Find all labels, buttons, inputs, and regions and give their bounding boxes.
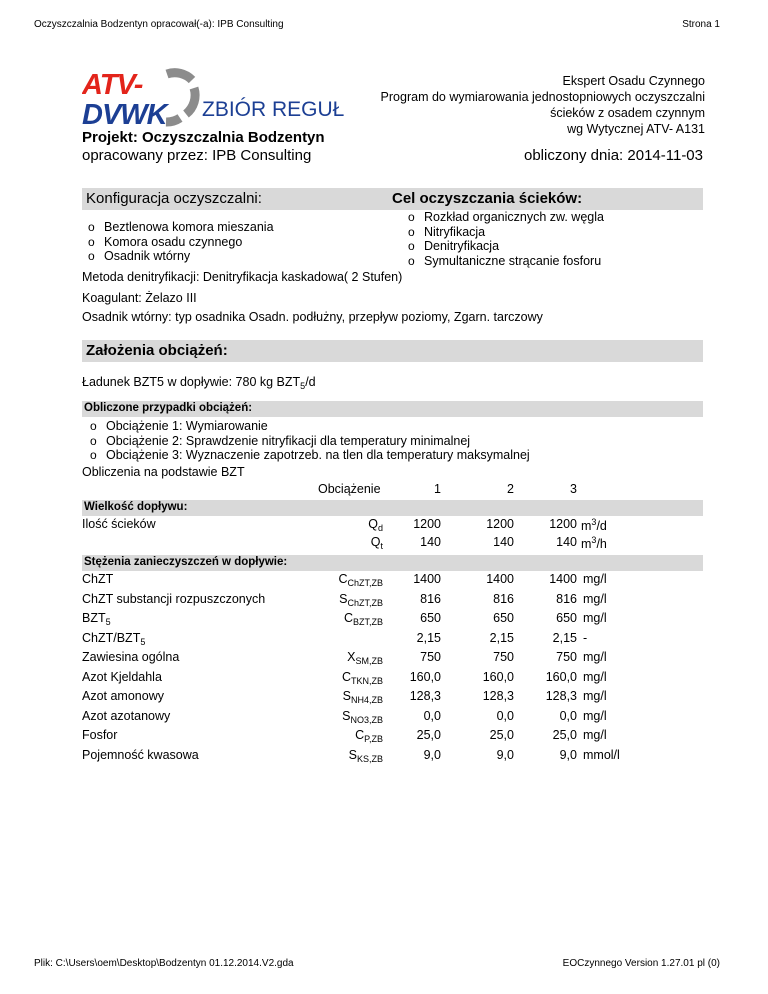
value-load-2: 650	[493, 611, 514, 625]
value-load-1: 2,15	[416, 630, 441, 645]
bzt-load: Ładunek BZT5 w dopływie: 780 kg $BZT_5/d$	[82, 375, 316, 391]
value-load-3: 650	[556, 611, 577, 625]
row-label: Fosfor	[82, 728, 118, 742]
row-label: Azot Kjeldahla	[82, 669, 162, 684]
program-description	[381, 73, 705, 137]
unit: mg/l	[583, 611, 607, 625]
value-load-2: 0,0	[496, 708, 514, 723]
unit: $m^3/h$	[581, 535, 607, 551]
value-load-2: 1200	[486, 517, 514, 531]
unit: mg/l	[583, 669, 607, 684]
symbol: $C_{TKN,ZB}$	[341, 669, 383, 686]
config-item: o Osadnik wtórny	[88, 249, 191, 263]
unit: mg/l	[583, 708, 607, 723]
value-load-3: 0,0	[559, 708, 577, 723]
value-load-1: 750	[420, 650, 441, 664]
config-list	[88, 220, 274, 264]
symbol: $S_{KS,ZB}$	[348, 747, 383, 764]
value-load-3: 750	[556, 650, 577, 664]
value-load-1: 816	[420, 591, 441, 606]
value-load-2: 816	[493, 591, 514, 606]
col-header-3: 3	[570, 482, 577, 496]
project-date: obliczony dnia: 2014-11-03	[523, 147, 703, 164]
goal-item: o Rozkład organicznych zw. węgla	[408, 210, 604, 224]
col-header-2: 2	[507, 482, 514, 496]
symbol: $C_{BZT,ZB}$	[343, 611, 383, 627]
value-load-2: 160,0	[482, 669, 514, 684]
row-label: Zawiesina ogólna	[82, 650, 180, 664]
symbol: $X_{SM,ZB}$	[347, 650, 383, 666]
value-load-1: 650	[420, 611, 441, 625]
config-item: o Beztlenowa komora mieszania	[88, 220, 274, 234]
header-right: Strona 1	[682, 19, 720, 30]
value-load-2: 140	[493, 535, 514, 549]
row-label: ChZT	[82, 572, 114, 586]
program-line-2: Program do wymiarowania jednostopniowych oczyszczalni	[380, 90, 705, 104]
value-load-3: 2,15	[552, 630, 577, 645]
value-load-2: 1400	[486, 572, 514, 586]
unit: mg/l	[583, 572, 607, 586]
header-left: Oczyszczalnia Bodzentyn opracował(-a): IPB Consulting	[34, 19, 284, 30]
value-load-3: 9,0	[559, 747, 577, 762]
value-load-2: 128,3	[482, 689, 514, 703]
value-load-1: 0,0	[423, 708, 441, 723]
value-load-1: 1200	[413, 517, 441, 531]
program-line-3: ścieków z osadem czynnym	[550, 106, 705, 120]
value-load-3: 1400	[549, 572, 577, 586]
symbol: $Q_t$	[370, 535, 383, 551]
value-load-1: 160,0	[409, 669, 441, 684]
symbol: $C_{P,ZB}$	[355, 728, 383, 744]
footer-version: EOCzynnego Version 1.27.01 pl (0)	[562, 958, 720, 969]
value-load-3: 128,3	[545, 689, 577, 703]
row-label: Azot azotanowy	[82, 708, 171, 723]
row-label: ChZT substancji rozpuszczonych	[82, 591, 266, 606]
value-load-3: 816	[556, 591, 577, 606]
value-load-3: 140	[556, 535, 577, 549]
svg-text:ATV-: ATV-	[82, 69, 143, 101]
value-load-2: 9,0	[496, 747, 514, 762]
program-line-1: Ekspert Osadu Czynnego	[562, 74, 705, 88]
logo-text: ZBIÓR REGUŁ	[202, 98, 345, 121]
value-load-2: 25,0	[489, 728, 514, 742]
program-line-4: wg Wytycznej ATV- A131	[567, 122, 705, 136]
symbol: $S_{NO3,ZB}$	[342, 708, 383, 725]
value-load-1: 140	[420, 535, 441, 549]
cases-list	[90, 419, 530, 463]
case-item: o Obciążenie 1: Wymiarowanie	[90, 419, 268, 433]
unit: -	[583, 630, 588, 645]
calc-basis: Obliczenia na podstawie BZT	[82, 465, 245, 479]
row-label: ChZT/$BZT_5$	[82, 630, 146, 647]
load-label: Obciążenie	[318, 482, 381, 496]
goal-heading: Cel oczyszczania ścieków:	[392, 190, 583, 207]
config-heading: Konfiguracja oczyszczalni:	[86, 190, 262, 207]
denitrification-method: Metoda denitryfikacji: Denitryfikacja kaskadowa( 2 Stufen)	[82, 270, 403, 284]
coagulant: Koagulant: Żelazo III	[82, 291, 197, 305]
case-item: o Obciążenie 3: Wyznaczenie zapotrzeb. na tlen dla temperatury maksymalnej	[90, 448, 530, 462]
unit: mg/l	[583, 650, 607, 664]
goal-item: o Denitryfikacja	[408, 239, 500, 253]
unit: mg/l	[583, 689, 607, 703]
row-label: $BZT_5$	[82, 611, 111, 627]
unit: mmol/l	[583, 747, 620, 762]
value-load-2: 2,15	[489, 630, 514, 645]
symbol: $C_{ChZT,ZB}$	[338, 572, 383, 588]
project-author: opracowany przez: IPB Consulting	[82, 147, 312, 164]
row-label: Pojemność kwasowa	[82, 747, 199, 762]
unit: mg/l	[583, 591, 607, 606]
unit: $m^3/d$	[581, 517, 607, 533]
clarifier-type: Osadnik wtórny: typ osadnika Osadn. podłużny, przepływ poziomy, Zgarn. tarczowy	[82, 310, 543, 324]
unit: mg/l	[583, 728, 607, 742]
svg-text:DVWK: DVWK	[82, 99, 167, 130]
value-load-1: 128,3	[409, 689, 441, 703]
case-item: o Obciążenie 2: Sprawdzenie nitryfikacji dla temperatury minimalnej	[90, 433, 471, 448]
goal-list	[408, 210, 604, 268]
value-load-3: 1200	[549, 517, 577, 531]
value-load-1: 1400	[413, 572, 441, 586]
value-load-3: 160,0	[545, 669, 577, 684]
symbol: $S_{ChZT,ZB}$	[339, 591, 383, 608]
atv-dvwk-logo	[82, 66, 345, 130]
footer-file-path: Plik: C:\Users\oem\Desktop\Bodzentyn 01.12.2014.V2.gda	[34, 958, 294, 969]
concentration-heading: Stężenia zanieczyszczeń w dopływie:	[84, 556, 288, 568]
goal-item: o Nitryfikacja	[408, 224, 486, 239]
symbol: $S_{NH4,ZB}$	[342, 689, 383, 705]
project-title: Projekt: Oczyszczalnia Bodzentyn	[82, 129, 325, 146]
wastewater-label: Ilość ścieków	[82, 517, 156, 531]
value-load-3: 25,0	[552, 728, 577, 742]
cases-heading: Obliczone przypadki obciążeń:	[84, 402, 253, 414]
row-label: Azot amonowy	[82, 689, 164, 703]
value-load-2: 750	[493, 650, 514, 664]
config-item: o Komora osadu czynnego	[88, 234, 243, 249]
loads-heading: Założenia obciążeń:	[86, 342, 228, 359]
value-load-1: 9,0	[423, 747, 441, 762]
col-header-1: 1	[434, 482, 441, 496]
inflow-heading: Wielkość dopływu:	[84, 501, 188, 513]
goal-item: o Symultaniczne strącanie fosforu	[408, 253, 602, 268]
value-load-1: 25,0	[416, 728, 441, 742]
symbol: $Q_d$	[368, 517, 383, 533]
